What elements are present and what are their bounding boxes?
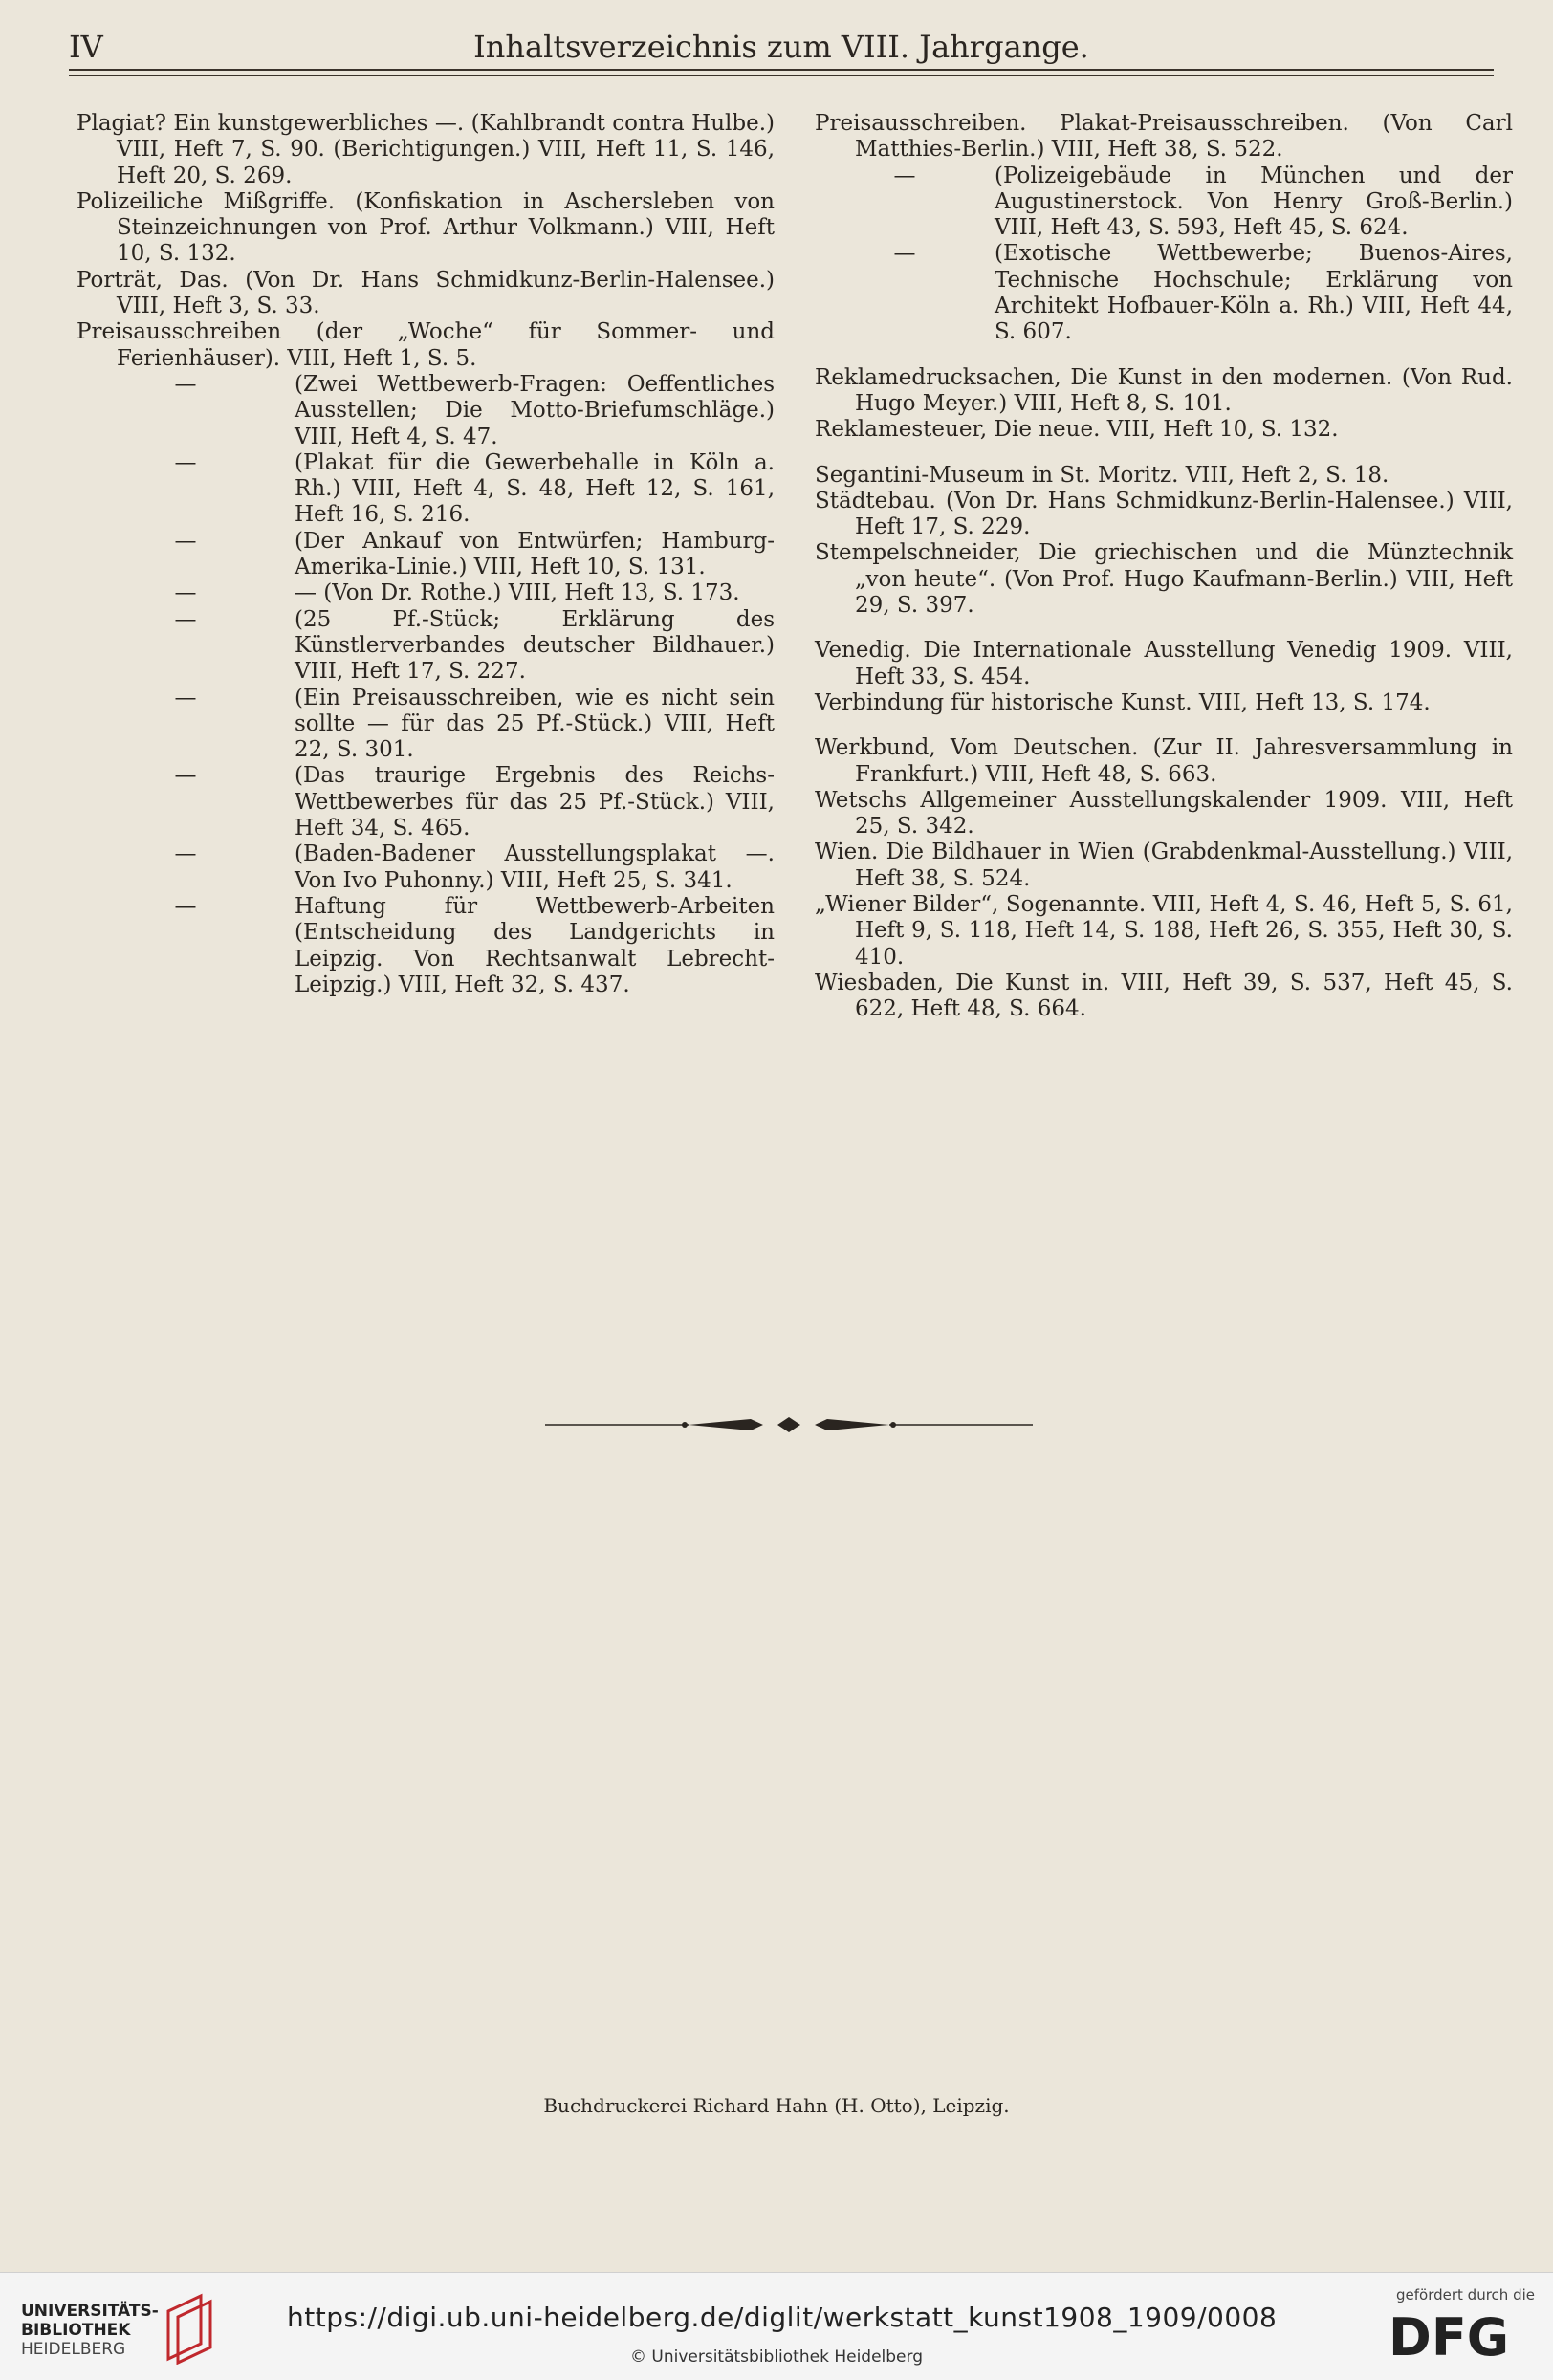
index-subentry	[77, 450, 775, 529]
library-name-line2: BIBLIOTHEK	[21, 2321, 131, 2340]
page-number: IV	[69, 29, 103, 65]
viewer-footer	[0, 2272, 1553, 2380]
ditto-dash: —	[174, 893, 197, 919]
index-entry: Verbindung für historische Kunst. VIII, Heft 13, S. 174.	[815, 689, 1431, 715]
index-entry: Porträt, Das. (Von Dr. Hans Schmidkunz-Berlin-Halensee.) VIII, Heft 3, S. 33.	[77, 267, 775, 319]
ditto-dash: —	[893, 241, 916, 267]
ditto-dash: —	[893, 163, 916, 188]
subentry-text: (Ein Preisausschreiben, wie es nicht sein sollte — für das 25 Pf.-Stück.) VIII, Heft 22, S. 301.	[295, 685, 775, 763]
funding-note: gefördert durch die	[1396, 2286, 1535, 2304]
index-column-right	[815, 111, 1513, 1023]
index-entry: Preisausschreiben. Plakat-Preisausschreiben. (Von Carl Matthies-Berlin.) VIII, Heft 38, S. 522.	[815, 111, 1513, 163]
page-title: Inhaltsverzeichnis zum VIII. Jahrgange.	[473, 29, 1089, 65]
subentry-text: (Baden-Badener Ausstellungsplakat —. Von Ivo Puhonny.) VIII, Heft 25, S. 341.	[295, 841, 775, 893]
subentry-text: (Polizeigebäude in München und der Augustinerstock. Von Henry Groß-Berlin.) VIII, Heft 43, S. 593, Heft 45, S. 624.	[995, 163, 1513, 241]
index-subentry	[77, 607, 775, 686]
index-entry: Venedig. Die Internationale Ausstellung Venedig 1909. VIII, Heft 33, S. 454.	[815, 638, 1513, 689]
permalink-url[interactable]: https://digi.ub.uni-heidelberg.de/diglit/werkstatt_kunst1908_1909/0008	[287, 2302, 1278, 2333]
index-column-left	[77, 111, 775, 998]
header-rule-thick	[69, 69, 1494, 71]
ditto-dash: —	[174, 685, 197, 710]
index-entry: Werkbund, Vom Deutschen. (Zur II. Jahresversammlung in Frankfurt.) VIII, Heft 48, S. 663.	[815, 735, 1513, 787]
subentry-text: (Exotische Wettbewerbe; Buenos-Aires, Technische Hochschule; Erklärung von Architekt Hofbauer-Köln a. Rh.) VIII, Heft 44, S. 607.	[995, 241, 1513, 345]
index-subentry	[77, 763, 775, 841]
ornament-divider	[545, 1411, 1033, 1438]
ditto-dash: —	[174, 580, 197, 606]
subentry-text: — (Von Dr. Rothe.) VIII, Heft 13, S. 173.	[295, 580, 740, 606]
index-entry: Städtebau. (Von Dr. Hans Schmidkunz-Berlin-Halensee.) VIII, Heft 17, S. 229.	[815, 488, 1513, 540]
index-entry: „Wiener Bilder“, Sogenannte. VIII, Heft 4, S. 46, Heft 5, S. 61, Heft 9, S. 118, Heft 14, S. 188, Heft 26, S. 355, Heft 30, S. 410.	[815, 892, 1513, 970]
index-entry: Wien. Die Bildhauer in Wien (Grabdenkmal-Ausstellung.) VIII, Heft 38, S. 524.	[815, 840, 1513, 891]
index-entry: Polizeiliche Mißgriffe. (Konfiskation in Aschersleben von Steinzeichnungen von Prof. Arthur Volkmann.) VIII, Heft 10, S. 132.	[77, 188, 775, 267]
index-entry: Wetschs Allgemeiner Ausstellungskalender 1909. VIII, Heft 25, S. 342.	[815, 787, 1513, 840]
ditto-dash: —	[174, 841, 197, 867]
index-entry: Reklamesteuer, Die neue. VIII, Heft 10, S. 132.	[815, 417, 1339, 443]
dfg-logo-text: DFG	[1389, 2307, 1510, 2361]
index-entry: Wiesbaden, Die Kunst in. VIII, Heft 39, S. 537, Heft 45, S. 622, Heft 48, S. 664.	[815, 970, 1513, 1022]
index-entry: Segantini-Museum in St. Moritz. VIII, Heft 2, S. 18.	[815, 462, 1389, 488]
index-entry: Preisausschreiben (der „Woche“ für Sommer- und Ferienhäuser). VIII, Heft 1, S. 5.	[77, 319, 775, 371]
index-subentry	[77, 580, 775, 606]
index-subentry	[77, 372, 775, 450]
index-subentry	[77, 841, 775, 894]
subentry-text: (Das traurige Ergebnis des Reichs-Wettbewerbes für das 25 Pf.-Stück.) VIII, Heft 34, S. 465.	[295, 763, 775, 841]
subentry-text: (25 Pf.-Stück; Erklärung des Künstlerverbandes deutscher Bildhauer.) VIII, Heft 17, S. 227.	[295, 606, 775, 685]
index-subentry	[815, 164, 1513, 242]
library-name-line1: UNIVERSITÄTS-	[21, 2302, 159, 2321]
ditto-dash: —	[174, 449, 197, 475]
index-entry: Reklamedrucksachen, Die Kunst in den modernen. (Von Rud. Hugo Meyer.) VIII, Heft 8, S. 101.	[815, 364, 1513, 416]
index-entry: Plagiat? Ein kunstgewerbliches —. (Kahlbrandt contra Hulbe.) VIII, Heft 7, S. 90. (Berichtigungen.) VIII, Heft 11, S. 146, Heft 20, S. 269.	[77, 111, 775, 188]
index-subentry	[815, 241, 1513, 345]
index-subentry	[77, 894, 775, 998]
ditto-dash: —	[174, 763, 197, 789]
subentry-text: Haftung für Wettbewerb-Arbeiten (Entscheidung des Landgerichts in Leipzig. Von Rechtsanwalt Lebrecht-Leipzig.) VIII, Heft 32, S. 437.	[295, 893, 775, 997]
header-rule-thin	[69, 75, 1494, 76]
ditto-dash: —	[174, 371, 197, 397]
library-name-line3: HEIDELBERG	[21, 2340, 126, 2359]
subentry-text: (Der Ankauf von Entwürfen; Hamburg-Amerika-Linie.) VIII, Heft 10, S. 131.	[295, 528, 775, 580]
dfg-logo	[1389, 2307, 1532, 2361]
copyright-notice: © Universitätsbibliothek Heidelberg	[629, 2347, 923, 2367]
subentry-text: (Plakat für die Gewerbehalle in Köln a. Rh.) VIII, Heft 4, S. 48, Heft 12, S. 161, Heft 16, S. 216.	[295, 449, 775, 528]
printer-imprint: Buchdruckerei Richard Hahn (H. Otto), Leipzig.	[543, 2094, 1010, 2117]
ditto-dash: —	[174, 606, 197, 632]
index-subentry	[77, 529, 775, 581]
subentry-text: (Zwei Wettbewerb-Fragen: Oeffentliches Ausstellen; Die Motto-Briefumschläge.) VIII, Heft 4, S. 47.	[295, 371, 775, 449]
index-subentry	[77, 686, 775, 764]
ditto-dash: —	[174, 528, 197, 554]
page-header	[69, 29, 1494, 67]
index-entry: Stempelschneider, Die griechischen und die Münztechnik „von heute“. (Von Prof. Hugo Kaufmann-Berlin.) VIII, Heft 29, S. 397.	[815, 540, 1513, 619]
